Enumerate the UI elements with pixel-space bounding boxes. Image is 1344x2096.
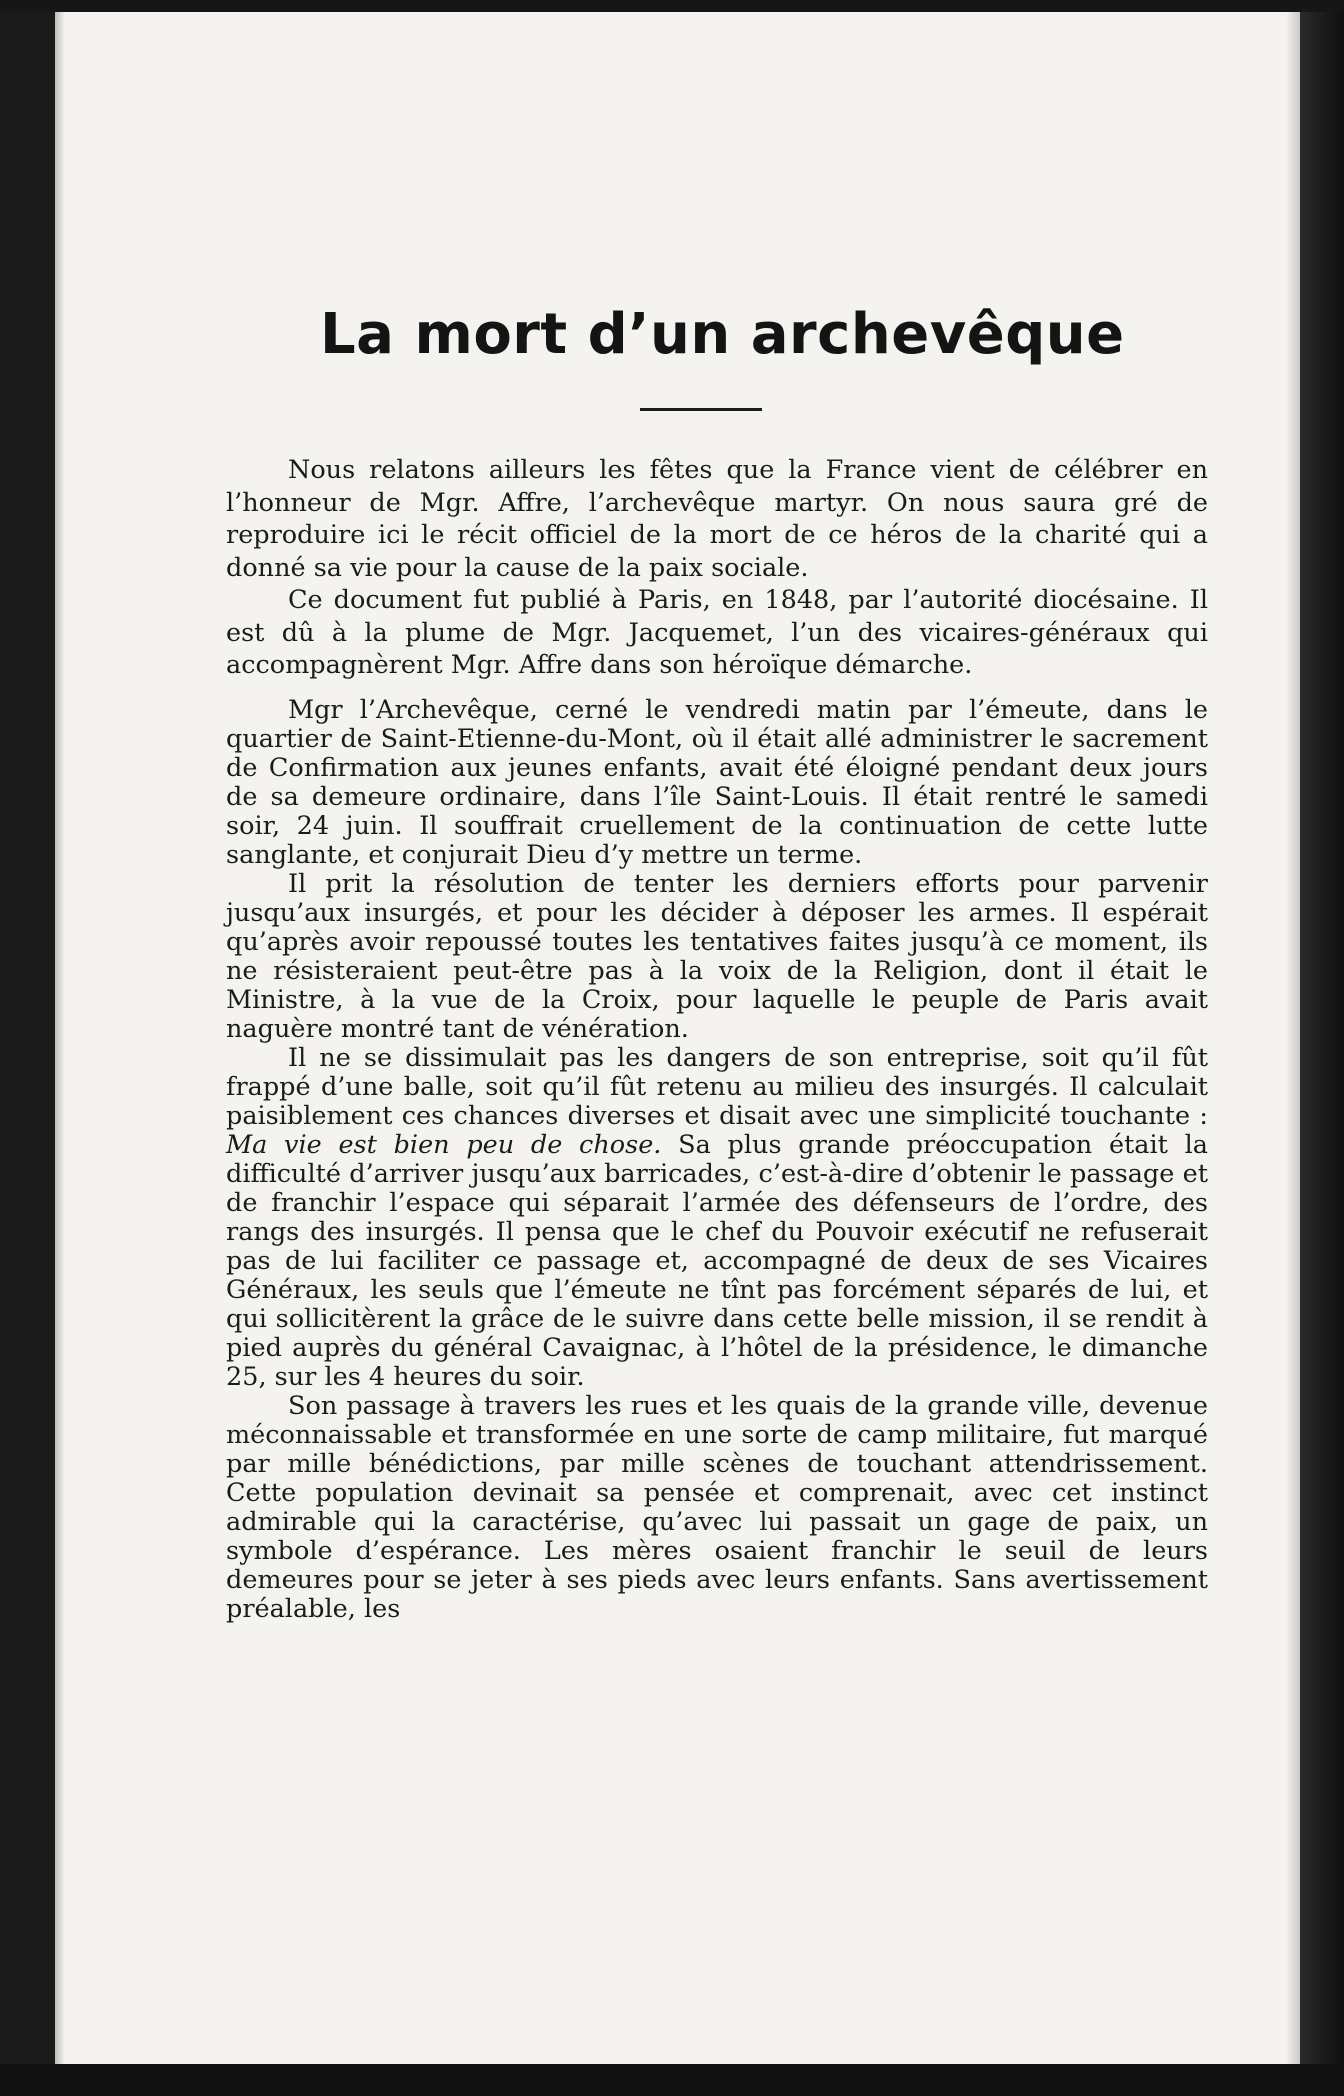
page-edge-shadow <box>1286 12 1300 2064</box>
paragraph-dangers-text-2: Sa plus grande préoccupation était la difficulté d’arriver jusqu’aux barricades, c’est-à-dire d’obtenir le passage et de franchir l’espace qui séparait l’armée des défenseurs de l’ordre, des rangs des insurgés. Il pensa que le chef du Pouvoir exécutif ne refuserait pas de lui faciliter ce passage et, accompagné de deux de ses Vicaires Généraux, les seuls que l’émeute ne tînt pas forcément séparés de lui, et qui sollicitèrent la grâce de le suivre dans cette belle mission, il se rendit à pied auprès du général Cavaignac, à l’hôtel de la présidence, le dimanche 25, sur les 4 heures du soir. <box>226 1129 1208 1392</box>
title-divider <box>640 408 762 411</box>
page-title: La mort d’un archevêque <box>320 302 1125 367</box>
page-gutter-shadow <box>55 12 65 2064</box>
paragraph-resolution: Il prit la résolution de tenter les derniers efforts pour parvenir jusqu’aux insurgés, et pour les décider à déposer les armes. Il espérait qu’après avoir repoussé toutes les tentatives faites jusqu’à ce moment, ils ne résisteraient peut-être pas à la voix de la Religion, dont il était le Ministre, à la vue de la Croix, pour laquelle le peuple de Paris avait naguère montré tant de vénération. <box>226 868 1208 1044</box>
paragraph-dangers <box>226 1044 1208 1392</box>
scan-top-border <box>0 0 1344 12</box>
paragraph-archbishop-surrounded: Mgr l’Archevêque, cerné le vendredi matin par l’émeute, dans le quartier de Saint-Etienne-du-Mont, où il était allé administrer le sacrement de Confirmation aux jeunes enfants, avait été éloigné pendant deux jours de sa demeure ordinaire, dans l’île Saint-Louis. Il était rentré le samedi soir, 24 juin. Il souffrait cruellement de la continuation de cette lutte sanglante, et conjurait Dieu d’y mettre un terme. <box>226 694 1208 870</box>
paragraph-dangers-text-1: Il ne se dissimulait pas les dangers de son entreprise, soit qu’il fût frappé d’une balle, soit qu’il fût retenu au milieu des insurgés. Il calculait paisiblement ces chances diverses et disait avec une simplicité touchante : <box>226 1042 1208 1131</box>
scan-bottom-border <box>0 2064 1344 2096</box>
paragraph-passage: Son passage à travers les rues et les quais de la grande ville, devenue méconnaissable et transformée en une sorte de camp militaire, fut marqué par mille bénédictions, par mille scènes de touchant attendrissement. Cette population devinait sa pensée et comprenait, avec cet instinct admirable qui la caractérise, qu’avec lui passait un gage de paix, un symbole d’espérance. Les mères osaient franchir le seuil de leurs demeures pour se jeter à ses pieds avec leurs enfants. Sans avertissement préalable, les <box>226 1390 1208 1624</box>
paragraph-intro: Nous relatons ailleurs les fêtes que la France vient de célébrer en l’honneur de Mgr. Affre, l’archevêque martyr. On nous saura gré de reproduire ici le récit officiel de la mort de ce héros de la charité qui a donné sa vie pour la cause de la paix sociale. <box>226 455 1208 583</box>
article-body <box>226 454 1208 1624</box>
quote-ma-vie: Ma vie est bien peu de chose. <box>226 1129 662 1160</box>
paragraph-source: Ce document fut publié à Paris, en 1848, par l’autorité diocésaine. Il est dû à la plume de Mgr. Jacquemet, l’un des vicaires-généraux qui accompagnèrent Mgr. Affre dans son héroïque démarche. <box>226 585 1208 680</box>
book-spine-edge <box>1300 12 1344 2064</box>
